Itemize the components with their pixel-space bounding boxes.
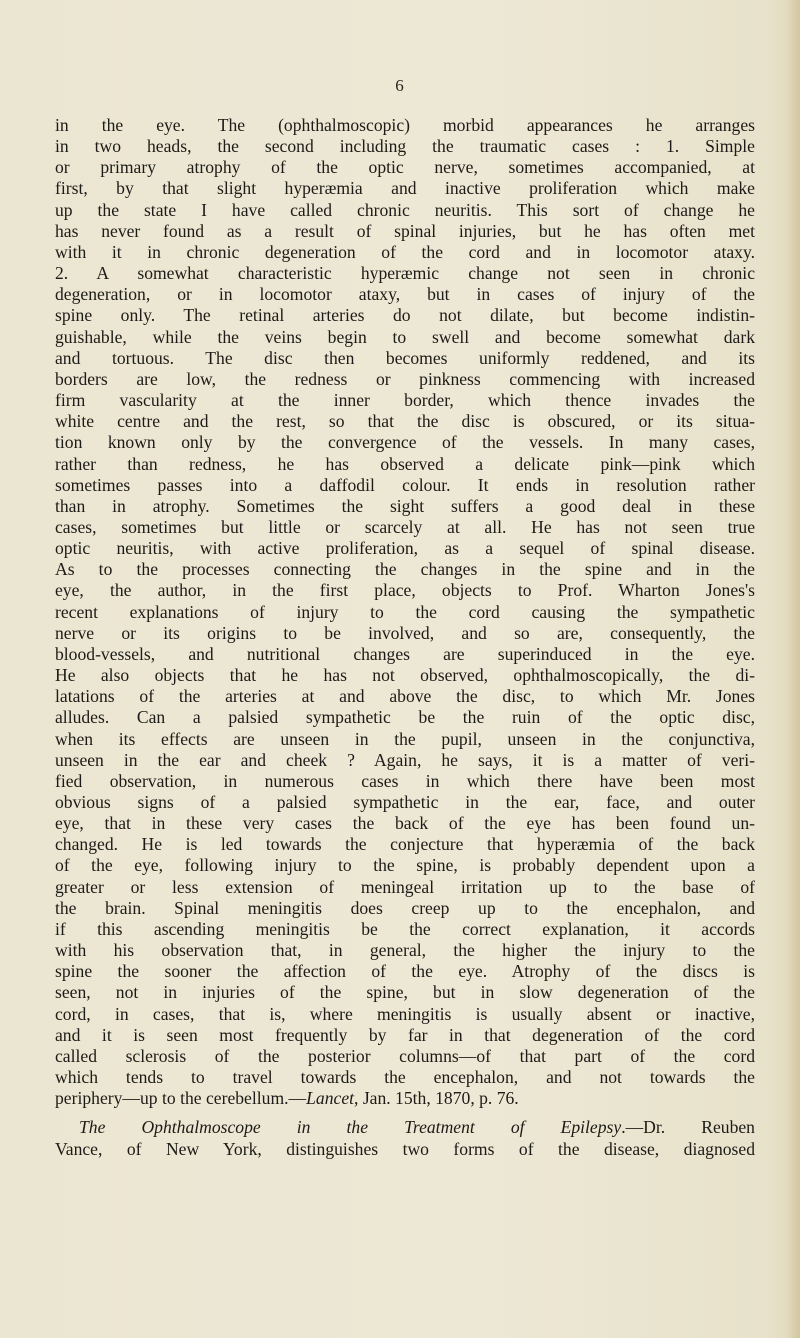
text-line: spine only. The retinal arteries do not dilate, but become indistin-	[55, 305, 755, 326]
citation-details: , Jan. 15th, 1870, p. 76.	[354, 1088, 519, 1109]
text-line: in the eye. The (ophthalmoscopic) morbid appearances he arranges	[55, 115, 755, 135]
text-line: obvious signs of a palsied sympathetic in the ear, face, and outer	[55, 792, 755, 812]
page-number: 6	[395, 76, 405, 95]
text-line: which tends to travel towards the encephalon, and not towards the	[55, 1067, 755, 1088]
text-line: if this ascending meningitis be the correct explanation, it accords	[55, 918, 755, 939]
text-line: with it in chronic degeneration of the cord and in locomotor ataxy.	[55, 241, 755, 262]
text-line: first, by that slight hyperæmia and inactive proliferation which make	[55, 178, 755, 199]
page-edge-shadow	[786, 0, 800, 1338]
text-line: rather than redness, he has observed a delicate pink—pink which	[55, 453, 755, 474]
paragraph-ophthalmoscopic-appearances	[55, 115, 755, 1088]
author-lead: .—Dr. Reuben	[621, 1117, 755, 1138]
text-line: degeneration, or in locomotor ataxy, but in cases of injury of the	[55, 284, 755, 305]
journal-name: Lancet	[306, 1088, 355, 1109]
text-line: with his observation that, in general, the higher the injury to the	[55, 940, 755, 961]
text-line-heading	[55, 1117, 755, 1138]
text-line: the brain. Spinal meningitis does creep up to the encephalon, and	[55, 897, 755, 918]
text-line: up the state I have called chronic neuritis. This sort of change he	[55, 199, 755, 220]
text-line: seen, not in injuries of the spine, but in slow degeneration of the	[55, 982, 755, 1003]
text-line: spine the sooner the affection of the eye. Atrophy of the discs is	[55, 961, 755, 982]
citation-lead: periphery—up to the cerebellum.—	[55, 1088, 307, 1109]
text-line: borders are low, the redness or pinkness commencing with increased	[55, 368, 755, 389]
text-line: blood-vessels, and nutritional changes are superinduced in the eye.	[55, 643, 755, 664]
text-line: or primary atrophy of the optic nerve, sometimes accompanied, at	[55, 157, 755, 178]
text-line: tion known only by the convergence of the vessels. In many cases,	[55, 432, 755, 453]
text-line: recent explanations of injury to the cord causing the sympathetic	[55, 601, 755, 622]
text-line: fied observation, in numerous cases in which there have been most	[55, 770, 755, 791]
text-line-citation	[55, 1088, 755, 1109]
text-line: alludes. Can a palsied sympathetic be the ruin of the optic disc,	[55, 707, 755, 728]
text-line: firm vascularity at the inner border, which thence invades the	[55, 390, 755, 411]
text-line: unseen in the ear and cheek ? Again, he says, it is a matter of veri-	[55, 749, 755, 770]
body-text	[55, 115, 755, 1160]
article-title: The Ophthalmoscope in the Treatment of Epilepsy	[79, 1117, 622, 1138]
text-line: white centre and the rest, so that the disc is obscured, or its situa-	[55, 411, 755, 432]
text-line: of the eye, following injury to the spine, is probably dependent upon a	[55, 855, 755, 876]
text-line: cases, sometimes but little or scarcely at all. He has not seen true	[55, 516, 755, 537]
text-line: and it is seen most frequently by far in that degeneration of the cord	[55, 1024, 755, 1045]
text-line: guishable, while the veins begin to swell and become somewhat dark	[55, 326, 755, 347]
text-line: greater or less extension of meningeal irritation up to the base of	[55, 876, 755, 897]
text-line: eye, that in these very cases the back of the eye has been found un-	[55, 813, 755, 834]
text-line: 2. A somewhat characteristic hyperæmic change not seen in chronic	[55, 263, 755, 284]
text-line: nerve or its origins to be involved, and so are, consequently, the	[55, 622, 755, 643]
text-line: when its effects are unseen in the pupil, unseen in the conjunctiva,	[55, 728, 755, 749]
text-line: in two heads, the second including the traumatic cases : 1. Simple	[55, 136, 755, 157]
text-line: called sclerosis of the posterior columns—of that part of the cord	[55, 1045, 755, 1066]
text-line: sometimes passes into a daffodil colour. It ends in resolution rather	[55, 474, 755, 495]
text-line: changed. He is led towards the conjecture that hyperæmia of the back	[55, 834, 755, 855]
paragraph-gap	[55, 1109, 755, 1117]
text-line: As to the processes connecting the changes in the spine and in the	[55, 559, 755, 580]
text-line: eye, the author, in the first place, objects to Prof. Wharton Jones's	[55, 580, 755, 601]
text-line: has never found as a result of spinal injuries, but he has often met	[55, 220, 755, 241]
text-line: than in atrophy. Sometimes the sight suffers a good deal in these	[55, 495, 755, 516]
text-line: cord, in cases, that is, where meningitis is usually absent or inactive,	[55, 1003, 755, 1024]
text-line: He also objects that he has not observed, ophthalmoscopically, the di-	[55, 665, 755, 686]
text-line: latations of the arteries at and above the disc, to which Mr. Jones	[55, 686, 755, 707]
text-line: and tortuous. The disc then becomes uniformly reddened, and its	[55, 347, 755, 368]
text-line: Vance, of New York, distinguishes two forms of the disease, diagnosed	[55, 1138, 755, 1159]
text-line: optic neuritis, with active proliferation, as a sequel of spinal disease.	[55, 538, 755, 559]
